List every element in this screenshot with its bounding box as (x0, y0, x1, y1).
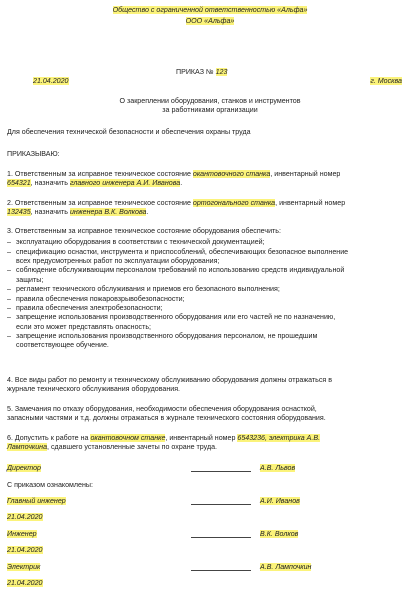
responsibility-item: – запрещение использования производственного оборудования или его частей не по назначению, если это может представлять опасность; (7, 313, 411, 332)
item-1: 1. Ответственным за исправное техническое состояние окантовочного станка, инвентарный номер 654321, назначить главного инженера А.И. Иванова. (7, 170, 341, 188)
equipment-name-6: окантовочном станке (90, 434, 166, 442)
command-word: ПРИКАЗЫВАЮ: (7, 150, 60, 158)
organization-full-name: Общество с ограниченной ответственностью «Альфа» (112, 6, 308, 14)
signer-title: Электрик (7, 563, 41, 571)
order-city: г. Москва (370, 77, 402, 85)
signer-name: А.В. Лампочкин (260, 563, 312, 571)
director-signature-line (191, 464, 251, 475)
item-5: 5. Замечания по отказу оборудования, необходимости обеспечения оборудования оснасткой, запасными частями и т.д. должны отражаться в журнале технического состояния оборудования. (7, 405, 326, 423)
signature-line (191, 563, 251, 574)
equipment-name-1: окантовочного станка (192, 170, 271, 178)
signer-date: 21.04.2020 (7, 513, 43, 521)
signer-title: Инженер (7, 530, 37, 538)
responsibility-item: – соблюдение обслуживающим персоналом требований по использованию средств индивидуальной защиты; (7, 266, 411, 285)
responsibility-item: – регламент технического обслуживания и приемов его безопасного выполнения; (7, 285, 411, 294)
signer-date: 21.04.2020 (7, 579, 43, 587)
responsibility-item: – эксплуатацию оборудования в соответствии с технической документацией; (7, 238, 411, 247)
inventory-number-1: 654321 (7, 179, 31, 188)
item-3 (7, 227, 411, 351)
signer-title: Главный инженер (7, 497, 66, 505)
order-subject-line-1: О закреплении оборудования, станков и инструментов (119, 97, 301, 105)
signer-date: 21.04.2020 (7, 546, 43, 554)
item-3-intro: 3. Ответственным за исправное техническое состояние оборудования обеспечить: (7, 227, 281, 235)
responsibility-item: – правила обеспечения пожаровзрывобезопасности; (7, 295, 411, 304)
responsibility-item: – правила обеспечения электробезопасности; (7, 304, 411, 313)
signer-name: В.К. Волков (260, 530, 299, 538)
item-2: 2. Ответственным за исправное техническое состояние ортогонального станка, инвентарный номер 132435, назначить инженера В.К. Волкова. (7, 199, 346, 217)
responsible-person-1: главного инженера А.И. Иванова (69, 179, 181, 188)
equipment-name-2: ортогонального станка (192, 199, 276, 207)
signature-line (191, 497, 251, 508)
organization-short-name: ООО «Альфа» (185, 17, 235, 25)
item-4: 4. Все виды работ по ремонту и техническому обслуживанию оборудования должны отражаться в журнале технического обслуживания оборудования. (7, 376, 332, 394)
item-6: 6. Допустить к работе на окантовочном станке, инвентарный номер 6543236, электрика А.В. Лампочкина, сдавшего установленные зачеты по охране труда. (7, 434, 321, 452)
order-title: ПРИКАЗ № 123 (176, 68, 228, 76)
acquainted-heading: С приказом ознакомлены: (7, 481, 93, 489)
responsible-person-2: инженера В.К. Волкова (69, 208, 147, 217)
inventory-number-2: 132435 (7, 208, 31, 217)
director-title: Директор (7, 464, 41, 472)
order-number: 123 (215, 68, 228, 76)
responsibility-list (7, 238, 411, 350)
responsibility-item: – запрещение использования производственного оборудования персоналом, не прошедшим соответствующее обучение. (7, 332, 411, 351)
order-subject-line-2: за работниками организации (162, 106, 258, 114)
signer-name: А.И. Иванов (260, 497, 300, 505)
responsibility-item: – спецификацию оснастки, инструмента и приспособлений, обеспечивающих безопасное выполнение всех предусмотренных работ по эксплуатации оборудования; (7, 248, 411, 267)
preamble: Для обеспечения технической безопасности и обеспечения охраны труда (7, 128, 251, 136)
director-name: А.В. Львов (260, 464, 296, 472)
signature-line (191, 530, 251, 541)
order-date: 21.04.2020 (33, 77, 69, 85)
inventory-and-person-6: 6543236, электрика А.В. (237, 434, 321, 442)
